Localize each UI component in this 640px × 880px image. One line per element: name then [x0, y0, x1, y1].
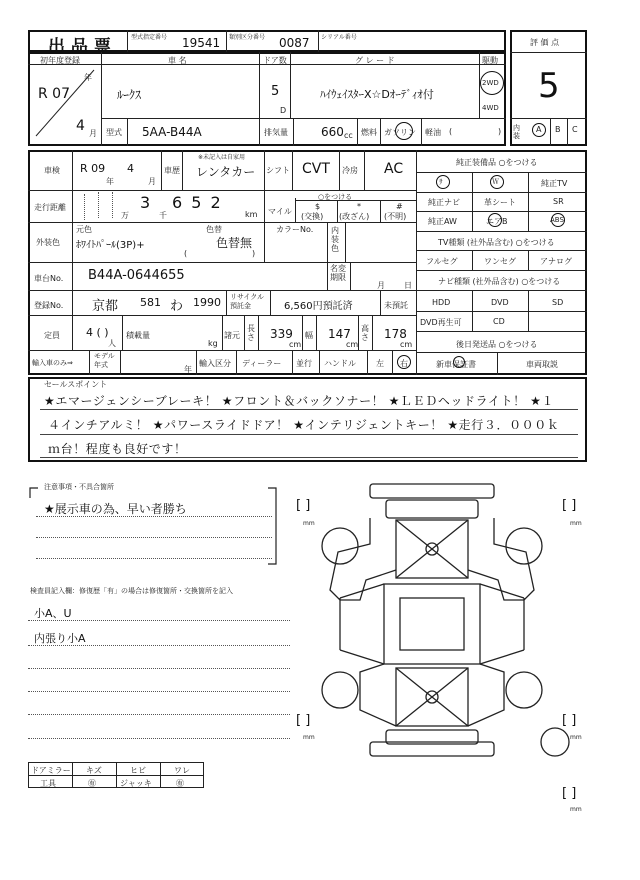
mileage-label: 走行距離 — [34, 203, 66, 212]
legend-scratch: キズ — [86, 766, 102, 775]
load-label: 積載量 — [126, 331, 150, 340]
model-value: 5AA-B44A — [142, 125, 202, 139]
width-value: 147 — [328, 327, 351, 341]
interior-label: 内装 — [513, 124, 520, 140]
nav-3: SD — [552, 298, 564, 307]
inspector-label: 検査員記入欄：修復歴「有」の場合は修復箇所・交換箇所を記入 — [30, 587, 233, 595]
legend-crack: ヒビ — [130, 766, 146, 775]
fuel-gasoline: ガソリン — [384, 128, 416, 137]
mileage-km: km — [245, 210, 258, 219]
inspector-line-2: 内張り小A — [34, 632, 86, 645]
reg-class: 581 — [140, 296, 161, 309]
mileage-man: 3 — [140, 193, 151, 212]
mile-label: マイル — [268, 207, 292, 216]
shaken-year-unit: 年 — [106, 177, 114, 186]
tire-mm-fr: mm — [570, 520, 582, 527]
later-2: 車両取説 — [526, 360, 558, 369]
tv-2: ワンセグ — [484, 257, 516, 266]
form-title: 出 品 票 — [48, 37, 111, 57]
sales-line-2: ４インチアルミ！ ★パワースライドドア！ ★インテリジェントキー！ ★走行３．０００ｋ — [48, 418, 560, 432]
swap-symbol: $ — [315, 202, 321, 211]
recycle-label: リサイクル預託金 — [230, 293, 265, 310]
equip-r1-1: ｻ — [439, 178, 443, 186]
name-change-label: 名変期限 — [330, 264, 346, 282]
color-paren-open: ( — [184, 249, 188, 258]
tire-bracket-rr: [ ] — [562, 713, 577, 728]
grade-value: ﾊｲｳｪｲｽﾀｰX☆Dｵｰﾃﾞｨｵ付 — [320, 88, 434, 101]
equip-r3-1: 純正AW — [428, 217, 457, 226]
model-year-label: モデル年式 — [94, 352, 115, 369]
drive-label: 駆動 — [482, 56, 498, 65]
caution-label: 注意事項・不具合箇所 — [44, 483, 114, 491]
nav-title: ナビ種類 (社外品含む) ○をつける — [438, 277, 561, 286]
equip-r3-3: ABS — [550, 216, 564, 224]
interior-a: A — [536, 125, 542, 134]
fuel-label: 燃料 — [361, 128, 377, 137]
interior-c: C — [572, 125, 578, 134]
serial-label: シリアル番号 — [321, 34, 357, 41]
equip-r1-2: Ｗ — [492, 178, 499, 186]
shaken-month-unit: 月 — [148, 177, 156, 186]
width-label: 幅 — [305, 331, 313, 340]
meter-circle-note: ○をつける — [318, 193, 353, 201]
equip-r2-1: 純正ナビ — [428, 198, 460, 207]
nav-2: DVD — [491, 298, 509, 307]
first-reg-month: 4 — [76, 118, 85, 134]
model-label: 型式 — [106, 128, 122, 137]
recycle-unpaid: 未預託 — [384, 301, 408, 310]
import-label: 輸入車のみ⇒ — [32, 359, 73, 367]
reg-area: 京都 — [92, 299, 119, 314]
class-no-label: 類別区分番号 — [229, 34, 266, 41]
chassis-value: B44A-0644655 — [88, 268, 185, 283]
color-label: 外装色 — [36, 238, 60, 247]
color-no-label: カラーNo. — [276, 225, 314, 234]
color-change: 色替無 — [216, 236, 253, 250]
mileage-rest: 6 5 2 — [172, 193, 223, 212]
car-name-label: 車 名 — [168, 56, 187, 65]
height-value: 178 — [384, 327, 407, 341]
caution-bracket — [28, 486, 278, 566]
caution-text: ★展示車の為、早い者勝ち — [44, 502, 187, 516]
reg-label: 登録No. — [34, 301, 64, 310]
grade-label: グ レ ー ド — [355, 56, 395, 65]
doors-value: 5 — [271, 84, 280, 99]
car-name: ﾙｰｸｽ — [117, 88, 142, 102]
interior-b: B — [555, 125, 561, 134]
drive-4wd: 4WD — [482, 104, 499, 112]
equip-r2-3: SR — [553, 197, 564, 206]
alter-symbol: * — [357, 202, 361, 211]
equip-r2-2: 革シート — [484, 198, 516, 207]
model-year-unit: 年 — [184, 365, 192, 374]
inspector-line-1: 小A、U — [34, 607, 72, 620]
reg-num: 1990 — [193, 296, 221, 309]
handle-right: 右 — [400, 359, 408, 368]
width-unit: cm — [346, 340, 359, 349]
recycle-value: 6,560円預託済 — [284, 301, 353, 312]
capacity-label: 定員 — [44, 331, 60, 340]
unknown-label: (不明) — [384, 212, 407, 221]
disp-value: 660 — [321, 125, 344, 139]
form-no-label: 型式指定番号 — [131, 34, 168, 41]
orig-color: ﾎﾜｲﾄﾊﾟｰﾙ(3P)+ — [76, 240, 145, 251]
tire-bracket-fr: [ ] — [562, 498, 577, 513]
form-no: 19541 — [182, 36, 221, 50]
oil-paren-close: ) — [498, 127, 502, 136]
shaken-label: 車検 — [44, 166, 60, 175]
shift-value: CVT — [302, 161, 330, 177]
alter-label: (改ざん) — [339, 212, 370, 221]
tv-title: TV種類 (社外品含む) ○をつける — [438, 238, 555, 247]
first-reg-month-unit: 月 — [89, 129, 97, 138]
legend-mirror: ドアミラー — [31, 766, 71, 775]
legend-jack: ジャッキ — [120, 779, 152, 788]
interior-color-label: 内装色 — [331, 226, 339, 253]
first-reg-year: R 07 — [38, 86, 70, 102]
legend-tool-mark: ㊒ — [88, 779, 96, 788]
parallel-option: 並行 — [296, 359, 312, 368]
first-reg-label: 初年度登録 — [40, 56, 80, 65]
legend-break: ワレ — [174, 766, 190, 775]
swap-label: (交換) — [301, 212, 324, 221]
length-unit: cm — [289, 340, 302, 349]
reg-kana: わ — [170, 299, 184, 314]
nc-month: 月 — [377, 281, 385, 290]
import-kind-label: 輸入区分 — [199, 359, 231, 368]
mileage-man-unit: 万 — [121, 211, 129, 220]
later-1: 新車保証書 — [436, 360, 476, 369]
legend-jack-mark: ㊒ — [176, 779, 184, 788]
nav-1: HDD — [432, 298, 451, 307]
equip-title: 純正装備品 ○をつける — [456, 158, 538, 167]
tire-mm-rl: mm — [303, 734, 315, 741]
doors-sub: D — [280, 106, 287, 115]
handle-label: ハンドル — [324, 359, 356, 368]
drive-2wd: 2WD — [482, 79, 499, 87]
nc-day: 日 — [404, 281, 412, 290]
dvd-label: DVD再生可 — [420, 318, 462, 327]
history-value: レンタカー — [196, 165, 256, 179]
tv-1: フルセグ — [426, 257, 458, 266]
tire-bracket-rl: [ ] — [296, 713, 311, 728]
equip-r1-3: 純正TV — [541, 179, 568, 188]
tv-3: アナログ — [540, 257, 572, 266]
equip-r3-2: エアB — [486, 217, 508, 226]
tire-bracket-fl: [ ] — [296, 498, 311, 513]
shaken-month: 4 — [127, 162, 134, 175]
height-label: 高さ — [361, 324, 369, 342]
sales-line-1: ★エマージェンシーブレーキ！ ★フロント＆バックソナー！ ★ＬＥＤヘッドライト！ ★１ — [44, 394, 555, 408]
disp-label: 排気量 — [264, 128, 288, 137]
color-paren-close: ) — [252, 249, 256, 258]
first-reg-year-unit: 年 — [84, 73, 92, 82]
shift-label: シフト — [266, 166, 290, 175]
rating-label: 評 価 点 — [530, 38, 560, 47]
length-value: 339 — [270, 327, 293, 341]
cd-option: CD — [493, 317, 505, 326]
shaken-era: R 09 — [80, 162, 106, 175]
tire-mm-fl: mm — [303, 520, 315, 527]
tire-mm-spare: mm — [570, 806, 582, 813]
ac-value: AC — [384, 161, 404, 177]
color-name-label: 色替 — [206, 225, 222, 234]
car-diagram — [300, 480, 570, 760]
legend-tool: 工具 — [40, 779, 56, 788]
disp-unit: cc — [344, 131, 353, 140]
doors-label: ドア数 — [263, 56, 287, 65]
tire-bracket-spare: [ ] — [562, 786, 577, 801]
chassis-label: 車台No. — [34, 274, 64, 283]
sales-label: セールスポイント — [44, 380, 108, 389]
load-unit: kg — [208, 339, 218, 348]
capacity-unit: 人 — [108, 339, 116, 348]
later-title: 後日発送品 ○をつける — [456, 340, 538, 349]
sales-line-3: ｍ台！程度も良好です！ — [48, 442, 187, 456]
spec-label: 諸元 — [224, 331, 240, 340]
oil-paren-open: ( — [449, 127, 453, 136]
rating-value: 5 — [538, 66, 560, 106]
class-no: 0087 — [279, 36, 310, 50]
len-label: 長さ — [247, 324, 255, 342]
history-label: 車歴 — [164, 166, 180, 175]
height-unit: cm — [400, 340, 413, 349]
orig-color-label: 元色 — [76, 225, 92, 234]
tire-mm-rr: mm — [570, 734, 582, 741]
capacity-value: 4 ( ) — [86, 326, 109, 339]
history-note: ※未記入は自家用 — [198, 154, 246, 161]
oil-label: 軽油 — [425, 128, 441, 137]
ac-label: 冷房 — [342, 166, 358, 175]
dealer-option: ディーラー — [242, 359, 282, 368]
mileage-sen-unit: 千 — [159, 211, 167, 220]
handle-left: 左 — [376, 359, 384, 368]
unknown-symbol: # — [396, 202, 403, 211]
